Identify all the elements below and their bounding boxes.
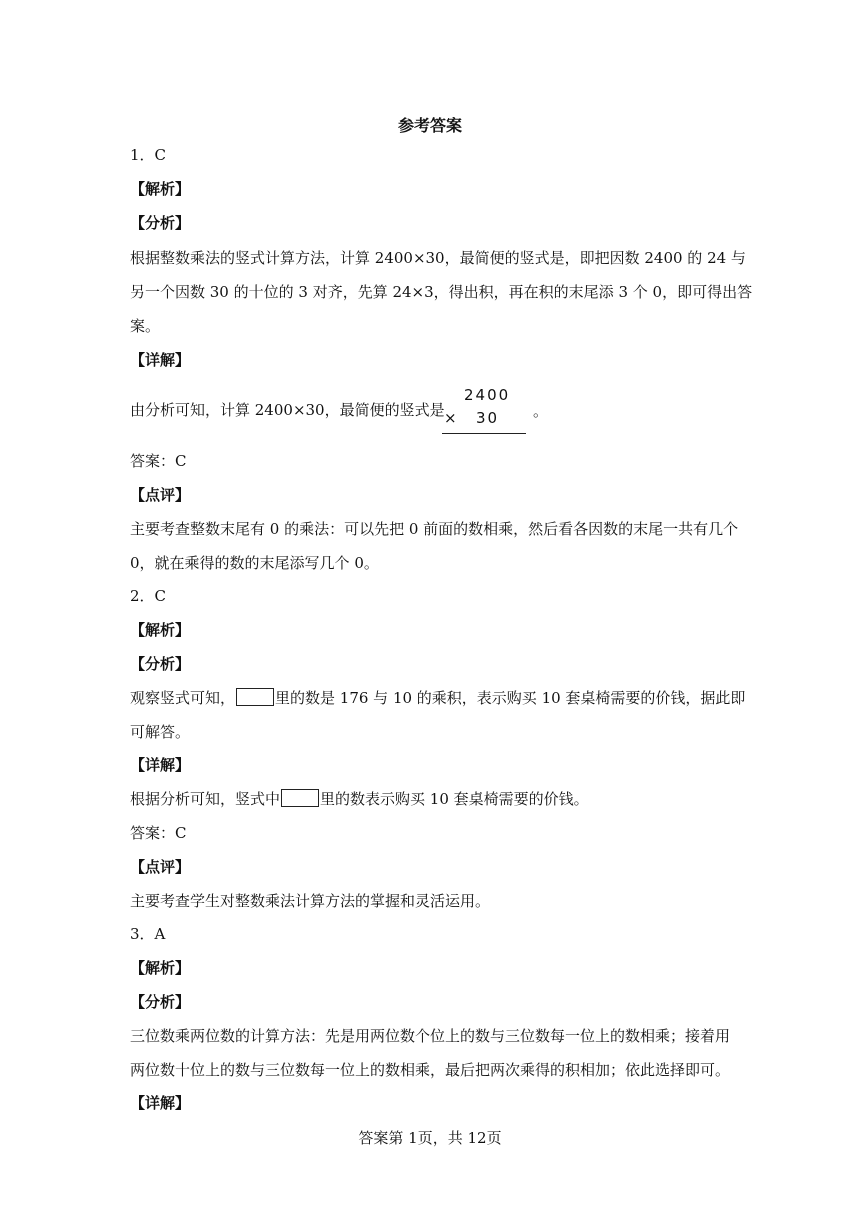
q1-answer: 1．C: [130, 146, 167, 164]
q1-fenxi-heading: 【分析】: [130, 214, 191, 232]
q3-answer: 3．A: [130, 925, 166, 943]
vertical-top-number: 2400: [464, 386, 511, 404]
q1-analysis-line-3: 案。: [130, 317, 161, 335]
q2-analysis-line-2: 可解答。: [130, 723, 191, 741]
q2-analysis-pre: 观察竖式可知，: [130, 689, 236, 707]
q3-analysis-line-2: 两位数十位上的数与三位数每一位上的数相乘，最后把两次乘得的积相加；依此选择即可。: [130, 1061, 731, 1079]
page-title: 参考答案: [397, 116, 462, 135]
q1-analysis-line-2: 另一个因数 30 的十位的 3 对齐，先算 24×3，得出积，再在积的末尾添 3 个 0，即可得出答: [130, 283, 753, 301]
q2-analysis-post: 里的数是 176 与 10 的乘积，表示购买 10 套桌椅需要的价钱，据此即: [275, 689, 746, 707]
q2-detail-post: 里的数表示购买 10 套桌椅需要的价钱。: [320, 790, 589, 808]
q2-fenxi-heading: 【分析】: [130, 655, 191, 673]
times-sign: ×: [444, 409, 457, 427]
q1-detail-end: 。: [533, 402, 549, 420]
q1-dianping-heading: 【点评】: [130, 486, 191, 504]
blank-box: [281, 789, 319, 807]
q3-xiangjie-heading: 【详解】: [130, 1094, 191, 1112]
q1-xiangjie-heading: 【详解】: [130, 351, 191, 369]
q3-fenxi-heading: 【分析】: [130, 993, 191, 1011]
vertical-rule: [442, 433, 526, 434]
q2-jiexi-heading: 【解析】: [130, 621, 191, 639]
q2-xiangjie-heading: 【详解】: [130, 756, 191, 774]
q2-detail-pre: 根据分析可知，竖式中: [130, 790, 281, 808]
q2-detail: [130, 789, 589, 809]
q1-comment-line-2: 0，就在乘得的数的末尾添写几个 0。: [130, 554, 379, 572]
q2-analysis-line-1: [130, 688, 745, 708]
q2-dianping-heading: 【点评】: [130, 858, 191, 876]
q2-answer: 2．C: [130, 587, 167, 605]
q3-analysis-line-1: 三位数乘两位数的计算方法：先是用两位数个位上的数与三位数每一位上的数相乘；接着用: [130, 1027, 731, 1045]
q1-analysis-line-1: 根据整数乘法的竖式计算方法，计算 2400×30，最简便的竖式是，即把因数 2400 的 24 与: [130, 249, 746, 267]
q2-comment: 主要考查学生对整数乘法计算方法的掌握和灵活运用。: [130, 892, 491, 910]
vertical-bottom-number: 30: [476, 409, 500, 427]
q1-comment-line-1: 主要考查整数末尾有 0 的乘法：可以先把 0 前面的数相乘，然后看各因数的末尾一共有几个: [130, 520, 739, 538]
q1-final-answer: 答案：C: [130, 452, 187, 470]
q1-detail: 由分析可知，计算 2400×30，最简便的竖式是: [130, 401, 445, 419]
q3-jiexi-heading: 【解析】: [130, 959, 191, 977]
q2-final-answer: 答案：C: [130, 824, 187, 842]
vertical-multiplication: [442, 384, 528, 436]
page-footer: 答案第 1页，共 12页: [358, 1129, 502, 1147]
blank-box: [236, 688, 274, 706]
q1-jiexi-heading: 【解析】: [130, 180, 191, 198]
